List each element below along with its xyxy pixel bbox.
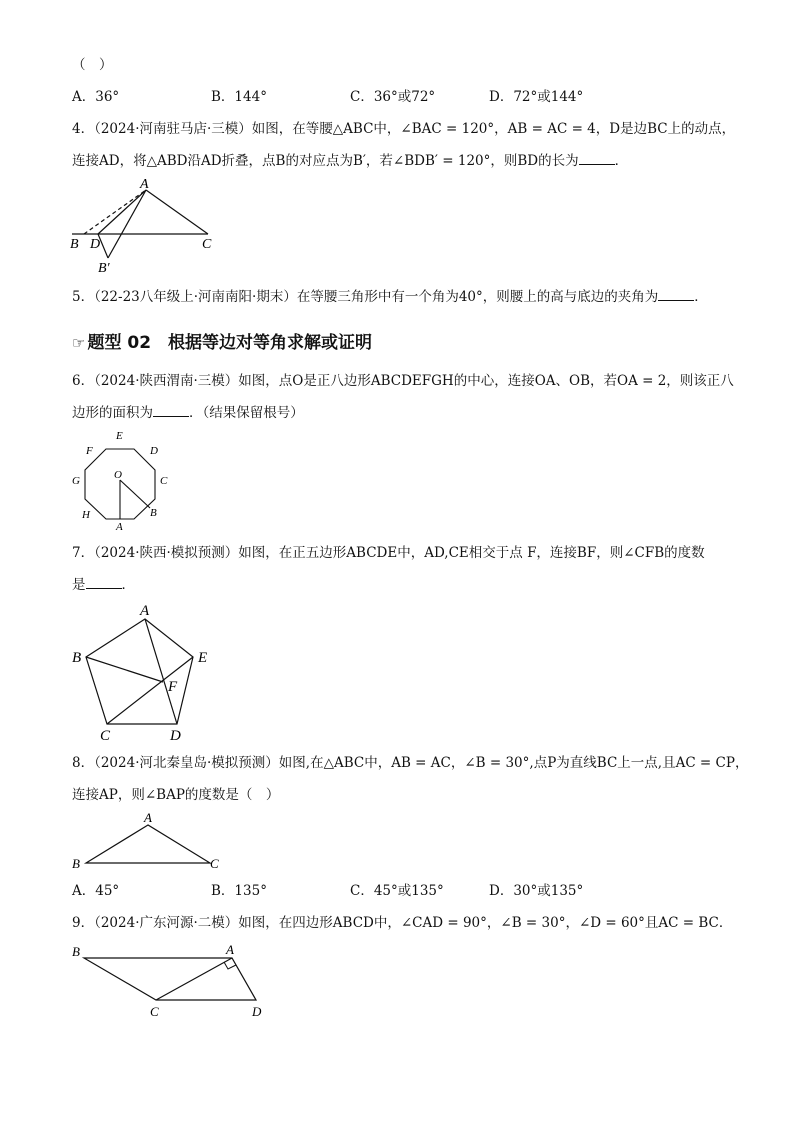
q6-label-g: G	[72, 475, 80, 487]
q5-text-main: 5．（22-23八年级上·河南南阳·期末）在等腰三角形中有一个角为40°，则腰上的高与底边的夹角为	[72, 289, 659, 305]
q7-label-e: E	[198, 650, 208, 666]
section-title: 题型 02 根据等边对等角求解或证明	[87, 333, 373, 353]
q4-text-line2	[72, 152, 628, 170]
q4-segment-ad	[98, 190, 146, 234]
q9-segment-ac	[156, 958, 232, 1000]
q8-text-line1: 8．（2024·河北秦皇岛·模拟预测）如图,在△ABC中，AB = AC，∠B = 30°,点P为直线BC上一点,且AC = CP，	[72, 755, 749, 771]
q8-option-c[interactable]: C．45°或135°	[350, 883, 444, 899]
q9-label-c: C	[150, 1004, 159, 1019]
q7-segment-ce	[107, 657, 193, 724]
section-heading	[72, 328, 372, 353]
q3-options	[72, 88, 583, 106]
q7-pentagon	[86, 619, 193, 724]
q4-segment-ac	[146, 190, 208, 234]
q4-label-d: D	[90, 237, 101, 252]
q6-label-c: C	[160, 475, 168, 487]
q6-line2-b: ．（结果保留根号）	[189, 405, 304, 421]
q5-text	[72, 288, 708, 306]
q7-label-c: C	[100, 728, 111, 744]
q9-quadrilateral	[84, 958, 256, 1000]
q4-answer-blank	[579, 152, 615, 165]
q7-line2-a: 是	[72, 577, 86, 593]
q6-label-a: A	[116, 521, 123, 533]
q7-text-line2	[72, 576, 135, 594]
q6-label-b: B	[150, 507, 157, 519]
q8-triangle-figure	[64, 808, 234, 874]
q4-label-a: A	[140, 177, 149, 192]
q9-label-a: A	[226, 942, 234, 957]
q9-label-b: B	[72, 944, 80, 959]
q6-answer-blank	[153, 404, 189, 417]
q8-option-d[interactable]: D．30°或135°	[489, 883, 584, 899]
q4-label-b: B	[70, 237, 79, 252]
q4-line2-text: 连接AD，将△ABD沿AD折叠，点B的对应点为B′，若∠BDB′ = 120°，则BD的长为	[72, 153, 579, 169]
q4-segment-ab-prime	[108, 190, 146, 258]
q7-label-a: A	[140, 603, 150, 619]
q8-option-a[interactable]: A．45°	[72, 883, 120, 899]
q3-option-b[interactable]: B．144°	[211, 89, 267, 105]
q8-label-a: A	[144, 810, 152, 825]
q8-label-c: C	[210, 856, 219, 871]
q6-label-d: D	[150, 445, 158, 457]
q4-segment-ab	[84, 190, 146, 234]
q7-label-b: B	[72, 650, 82, 666]
q3-option-d[interactable]: D．72°或144°	[489, 89, 584, 105]
q3-option-c[interactable]: C．36°或72°	[350, 89, 436, 105]
q7-answer-blank	[86, 576, 122, 589]
q5-answer-blank	[658, 288, 694, 301]
q4-figure	[60, 176, 230, 276]
q8-triangle	[86, 825, 210, 863]
q6-text-line1: 6．（2024·陕西渭南·三模）如图，点O是正八边形ABCDEFGH的中心，连接OA、OB，若OA = 2，则该正八	[72, 373, 734, 389]
q6-label-e: E	[116, 430, 123, 442]
q6-label-o: O	[114, 469, 122, 481]
q3-answer-paren: （ ）	[72, 57, 113, 73]
q8-label-b: B	[72, 856, 80, 871]
q7-pentagon-figure	[64, 598, 234, 748]
q8-text-line2: 连接AP，则∠BAP的度数是（ ）	[72, 787, 280, 803]
q8-option-b[interactable]: B．135°	[211, 883, 267, 899]
q8-options	[72, 882, 583, 900]
q6-text-line2	[72, 404, 304, 422]
q6-octagon-figure	[64, 428, 184, 532]
q4-label-c: C	[202, 237, 212, 252]
q9-text-line1: 9．（2024·广东河源·二模）如图，在四边形ABCD中，∠CAD = 90°，∠B = 30°，∠D = 60°且AC = BC．	[72, 915, 733, 931]
q7-label-f: F	[168, 679, 178, 695]
q9-quadrilateral-figure	[64, 940, 284, 1024]
q9-label-d: D	[252, 1004, 262, 1019]
q7-label-d: D	[170, 728, 181, 744]
q7-text-line1: 7．（2024·陕西·模拟预测）如图，在正五边形ABCDE中，AD,CE相交于点 F，连接BF，则∠CFB的度数	[72, 545, 705, 561]
q6-label-h: H	[82, 509, 90, 521]
q7-segment-bf	[86, 657, 163, 682]
q4-text-line1: 4．（2024·河南驻马店·三模）如图，在等腰△ABC中，∠BAC = 120°，AB = AC = 4，D是边BC上的动点，	[72, 121, 736, 137]
q5-text-end: ．	[694, 289, 708, 305]
q4-line2-end: ．	[614, 153, 629, 169]
q6-line2-a: 边形的面积为	[72, 405, 153, 421]
q6-label-f: F	[86, 445, 93, 457]
q7-line2-b: ．	[121, 577, 135, 593]
pointing-hand-icon: ☞	[72, 334, 86, 352]
q6-segment-ob	[120, 480, 150, 508]
q3-option-a[interactable]: A．36°	[72, 89, 120, 105]
q4-label-b-prime: B′	[98, 261, 110, 276]
q7-segment-ad	[145, 619, 177, 724]
